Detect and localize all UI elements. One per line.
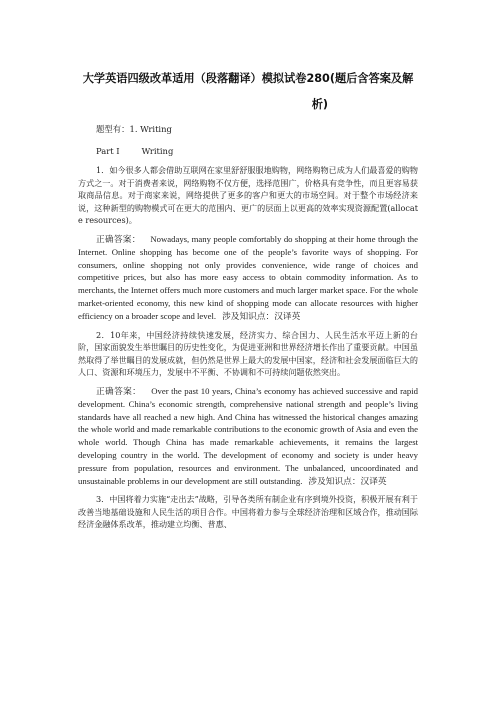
question-3: [78, 493, 418, 531]
part-heading: [78, 144, 418, 158]
document-title: [78, 66, 418, 118]
title-line-1: 大学英语四级改革适用（段落翻译）模拟试卷280(题后含答案及解: [82, 72, 414, 85]
question-3-text: 中国将着力实施“走出去”战略，引导各类所有制企业有序到境外投资，积极开展有利于改善当地基础设施和人民生活的项目合作。中国将着力参与全球经济治理和区域合作，推动国际经济金融体系改革，推动建立均衡、普惠、: [78, 494, 418, 530]
answer-1-text: Nowadays, many people comfortably do shopping at their home through the Internet. Online shopping has become one of the people’s favorite ways of shopping. For consumers, online shopping not only provides convenience, wide range of choices and competitive prices, but also has more easy access to obtain commodity information. As to merchants, the Internet offers much more customers and much larger market space. For the whole market-oriented economy, this new kind of shopping mode can allocate resources with higher efficiency on a broader scope and level.: [78, 233, 419, 321]
question-2-text: 10年来，中国经济持续快速发展，经济实力、综合国力、人民生活水平迈上新的台阶，国家面貌发生举世瞩目的历史性变化，为促进亚洲和世界经济增长作出了重要贡献。中国虽然取得了举世瞩目的发展成就，但仍然是世界上最大的发展中国家，经济和社会发展面临巨大的人口、资源和环境压力，发展中不平衡、不协调和不可持续问题依然突出。: [78, 329, 418, 378]
document-page: [78, 66, 418, 537]
question-1-text: 如今很多人都会借助互联网在家里舒舒服服地购物，网络购物已成为人们最喜爱的购物方式之一。对于消费者来说，网络购物不仅方便，选择范围广，价格具有竞争性，而且更容易获取商品信息。对于商家来说，网络提供了更多的客户和更大的市场空间。对于整个市场经济来说，这种新型的购物模式可在更大的范围内、更广的层面上以更高的效率实现资源配置(allocate resources)。: [78, 165, 418, 226]
title-line-2: 析): [311, 98, 328, 111]
question-1: [78, 164, 418, 227]
answer-2: [78, 385, 418, 487]
question-2-number: 2．: [96, 329, 111, 340]
part-name: Writing: [141, 146, 174, 156]
answer-1-knowledge-point: 涉及知识点：汉译英: [222, 310, 301, 321]
answer-1: [78, 233, 418, 323]
question-1-number: 1．: [96, 165, 110, 175]
answer-2-knowledge-point: 涉及知识点：汉译英: [308, 475, 387, 486]
answer-2-label: 正确答案：: [96, 385, 142, 396]
question-type: 题型有：1. Writing: [96, 124, 172, 134]
question-3-number: 3．: [96, 494, 110, 505]
question-2: [78, 329, 418, 379]
answer-1-label: 正确答案：: [96, 233, 141, 244]
part-label: Part I: [96, 146, 120, 156]
answer-2-text: Over the past 10 years, China’s economy has achieved successive and rapid development. China’s economic strength, comprehensive national strength and people’s living standards have all reached a new high. And China has witnessed the historical changes amazing the whole world and made remarkable contributions to the economic growth of Asia and even the whole world. Though China has made remarkable achievements, it remains the largest developing country in the world. The development of economy and society is under heavy pressure from population, resources and environment. The unbalanced, uncoordinated and unsustainable problems in our development are still outstanding.: [78, 385, 419, 486]
